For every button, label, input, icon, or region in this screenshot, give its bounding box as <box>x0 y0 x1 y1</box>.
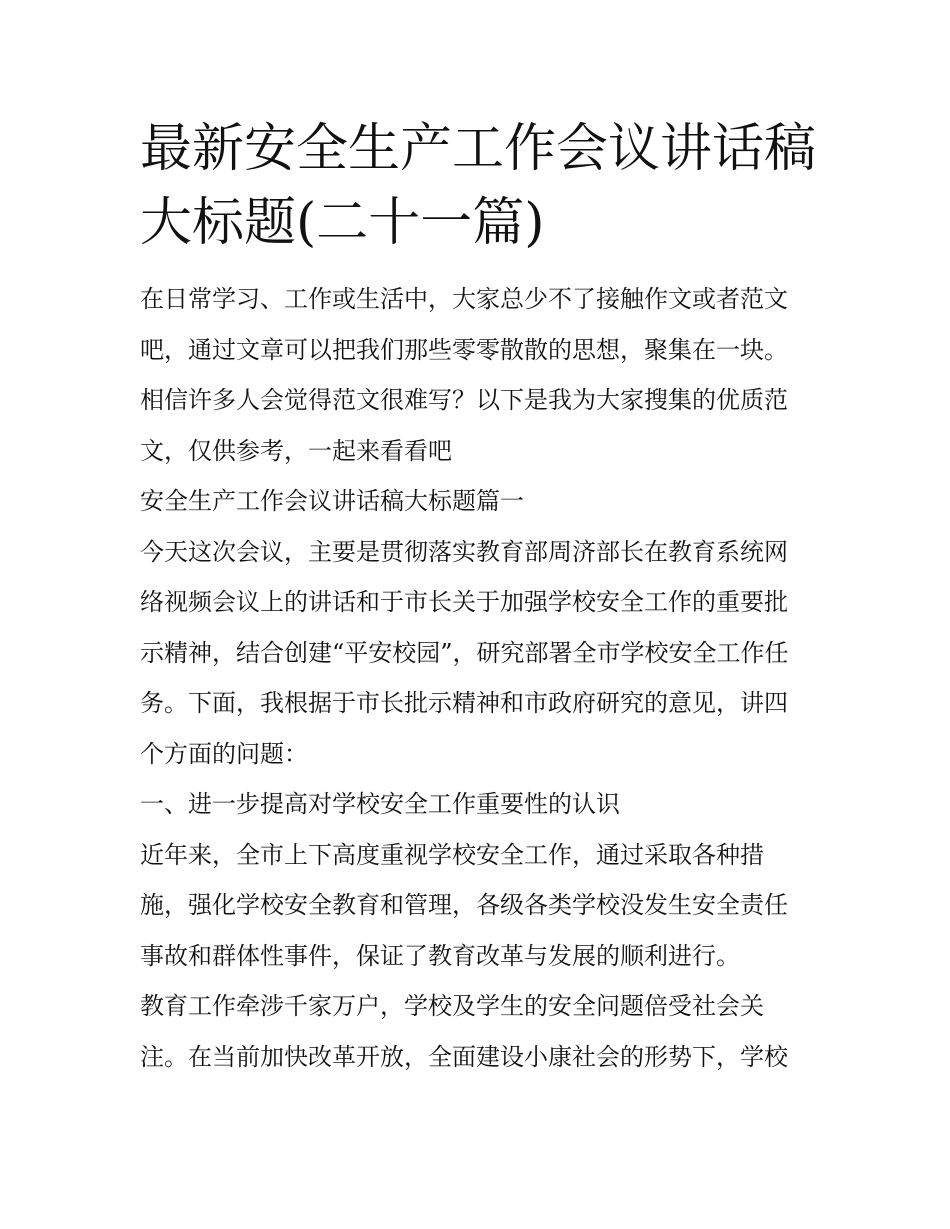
text-line: 施，强化学校安全教育和管理，各级各类学校没发生安全责任 <box>140 891 788 919</box>
text-line: 安全生产工作会议讲话稿大标题篇一 <box>140 487 524 515</box>
text-line: 络视频会议上的讲话和于市长关于加强学校安全工作的重要批 <box>140 588 788 616</box>
text-line: 事故和群体性事件，保证了教育改革与发展的顺利进行。 <box>140 941 740 970</box>
text-line: 吧，通过文章可以把我们那些零零散散的思想，聚集在一块。 <box>140 335 788 364</box>
text-line: 在日常学习、工作或生活中，大家总少不了接触作文或者范文 <box>140 285 788 313</box>
title-line: 最新安全生产工作会议讲话稿 <box>140 119 817 179</box>
text-line: 相信许多人会觉得范文很难写？以下是我为大家搜集的优质范 <box>140 386 788 414</box>
document-page <box>140 112 820 1082</box>
body-paragraph <box>140 527 820 780</box>
text-line: 务。下面，我根据于市长批示精神和市政府研究的意见，讲四 <box>140 689 788 717</box>
title-line: 大标题(二十一篇) <box>140 193 545 253</box>
text-line: 注。在当前加快改革开放，全面建设小康社会的形势下，学校 <box>140 1042 788 1071</box>
section-heading <box>140 476 820 527</box>
text-line: 一、进一步提高对学校安全工作重要性的认识 <box>140 790 620 818</box>
document-title <box>140 112 820 260</box>
text-line: 教育工作牵涉千家万户，学校及学生的安全问题倍受社会关 <box>140 992 764 1020</box>
body-paragraph <box>140 830 820 982</box>
text-line: 个方面的问题： <box>140 739 308 768</box>
body-paragraph <box>140 981 820 1082</box>
intro-paragraph <box>140 274 820 476</box>
text-line: 文，仅供参考，一起来看看吧 <box>140 436 452 465</box>
text-line: 近年来，全市上下高度重视学校安全工作，通过采取各种措 <box>140 840 764 869</box>
text-line: 今天这次会议，主要是贯彻落实教育部周济部长在教育系统网 <box>140 537 788 566</box>
text-line: 示精神，结合创建“平安校园”，研究部署全市学校安全工作任 <box>140 638 789 667</box>
subsection-heading <box>140 779 820 830</box>
